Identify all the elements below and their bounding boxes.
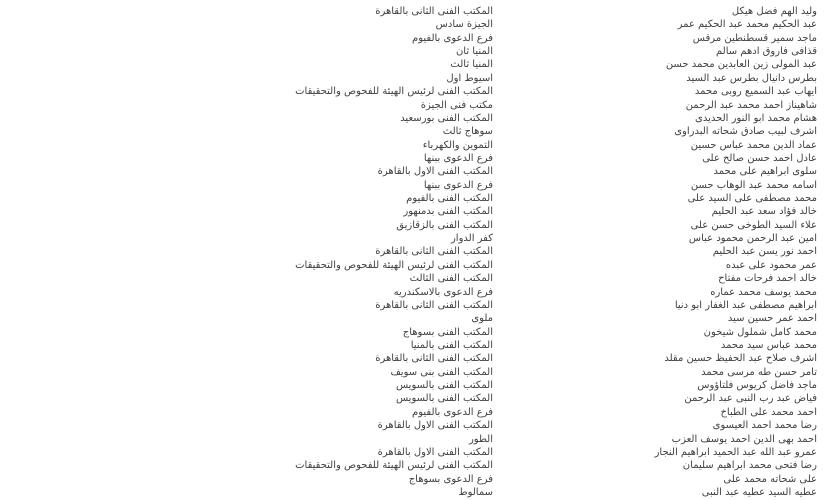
name-cell: علاء السيد الطوخى حسن على: [690, 219, 817, 231]
name-cell: هشام محمد ابو النور الحديدى: [695, 112, 817, 124]
office-cell: المكتب الفنى الاول بالقاهرة: [377, 420, 493, 432]
name-cell: محمد عباس سيد محمد: [720, 339, 817, 351]
office-cell: المكتب الفنى بورسعيد: [400, 112, 493, 124]
office-cell: المكتب الفنى بنى سويف: [390, 366, 493, 378]
name-cell: احمد عمر حسين سيد: [727, 313, 817, 325]
list-row: [0, 139, 825, 152]
list-row: [0, 406, 825, 419]
office-cell: كفر الدوار: [450, 233, 493, 245]
office-cell: التموين والكهرباء: [422, 139, 493, 151]
office-cell: المكتب الفنى الاول بالقاهرة: [377, 446, 493, 458]
office-cell: فرع الدعوى بسوهاج: [408, 473, 493, 485]
office-cell: المكتب الفنى بالزقازيق: [396, 219, 493, 231]
name-cell: خالد فؤاد سعد عبد الحليم: [711, 206, 817, 218]
name-cell: عمرو عبد الله عبد الحميد ابراهيم النجار: [654, 446, 817, 458]
office-cell: المكتب الفنى بالمنيا: [410, 339, 493, 351]
name-cell: ايهاب عبد السميع روبى محمد: [694, 86, 817, 98]
name-cell: فياض عبد رب النبى عبد الرحمن: [684, 393, 817, 405]
name-cell: عمر محمود على عبده: [725, 259, 817, 271]
list-row: [0, 392, 825, 405]
list-row: [0, 326, 825, 339]
name-cell: محمد كامل شملول شيخون: [703, 326, 817, 338]
list-row: [0, 486, 825, 499]
office-cell: المكتب الفنى الثالث: [409, 273, 493, 285]
list-row: [0, 99, 825, 112]
name-cell: عادل احمد حسن صالح على: [702, 152, 817, 164]
list-row: [0, 32, 825, 45]
list-row: [0, 433, 825, 446]
list-row: [0, 205, 825, 218]
list-row: [0, 72, 825, 85]
name-cell: سلوى ابراهيم على محمد: [713, 166, 817, 178]
name-cell: عطيه السيد عطيه عبد النبى: [701, 486, 817, 498]
office-cell: المكتب الفنى الاول بالقاهرة: [377, 166, 493, 178]
list-row: [0, 85, 825, 98]
list-row: [0, 379, 825, 392]
office-cell: المكتب الفنى الثانى بالقاهرة: [375, 353, 493, 365]
list-row: [0, 366, 825, 379]
name-cell: عبد المولى زين العابدين محمد حسن: [665, 59, 817, 71]
office-cell: المكتب الفنى لرئيس الهيئة للفحوص والتحقيقات: [295, 460, 493, 472]
office-cell: المنيا ثالث: [450, 59, 493, 71]
list-row: [0, 352, 825, 365]
list-row: [0, 286, 825, 299]
office-cell: الجيزة سادس: [435, 19, 493, 31]
list-row: [0, 152, 825, 165]
office-cell: المكتب الفنى بدمنهور: [403, 206, 493, 218]
office-cell: فرع الدعوى بالاسكندريه: [393, 286, 493, 298]
name-cell: اسامه محمد عبد الوهاب حسن: [690, 179, 817, 191]
office-cell: فرع الدعوى ببنها: [423, 152, 493, 164]
list-row: [0, 446, 825, 459]
list-row: [0, 459, 825, 472]
list-row: [0, 272, 825, 285]
name-cell: تامر حسن طه مرسى محمد: [701, 366, 817, 378]
list-row: [0, 58, 825, 71]
names-offices-list: [0, 5, 825, 499]
list-row: [0, 112, 825, 125]
name-cell: عبد الحكيم محمد عبد الحكيم عمر: [677, 19, 817, 31]
office-cell: المكتب الفنى بالفيوم: [406, 193, 493, 205]
list-row: [0, 125, 825, 138]
office-cell: سمالوط: [458, 486, 493, 498]
list-row: [0, 165, 825, 178]
list-row: [0, 192, 825, 205]
name-cell: احمد محمد على الطباخ: [720, 406, 817, 418]
office-cell: المكتب الفنى بالسويس: [395, 393, 493, 405]
name-cell: عماد الدين محمد عباس حسين: [690, 139, 817, 151]
name-cell: امين عبد الرحمن محمود عباس: [688, 233, 817, 245]
name-cell: اشرف صلاح عبد الحفيظ حسين مقلد: [664, 353, 817, 365]
name-cell: اشرف لبيب صادق شحاته البدراوى: [674, 126, 817, 138]
name-cell: احمد بهى الدين احمد يوسف العزب: [671, 433, 817, 445]
office-cell: الطور: [468, 433, 493, 445]
list-row: [0, 232, 825, 245]
list-row: [0, 245, 825, 258]
office-cell: المكتب الفنى الثانى بالقاهرة: [375, 6, 493, 17]
list-row: [0, 419, 825, 432]
office-cell: المكتب الفنى الثانى بالقاهرة: [375, 246, 493, 258]
list-row: [0, 5, 825, 18]
name-cell: خالد احمد فرحات مفتاح: [718, 273, 817, 285]
name-cell: محمد مصطفى على السيد على: [687, 193, 817, 205]
name-cell: وليد الهم فضل هيكل: [731, 6, 817, 17]
office-cell: اسيوط اول: [446, 72, 493, 84]
name-cell: رضا محمد احمد العيسوى: [712, 420, 817, 432]
office-cell: المنيا ثان: [455, 46, 493, 58]
office-cell: مكتب فنى الجيزة: [420, 99, 493, 111]
name-cell: شاهيناز احمد محمد عبد الرحمن: [685, 99, 817, 111]
list-row: [0, 299, 825, 312]
list-row: [0, 312, 825, 325]
list-row: [0, 473, 825, 486]
name-cell: احمد نور يسن عبد الحليم: [712, 246, 817, 258]
list-row: [0, 219, 825, 232]
office-cell: فرع الدعوى بالفيوم: [412, 32, 493, 44]
office-cell: فرع الدعوى ببنها: [423, 179, 493, 191]
office-cell: المكتب الفنى الثانى بالقاهرة: [375, 299, 493, 311]
list-row: [0, 259, 825, 272]
list-row: [0, 179, 825, 192]
name-cell: على شحاته محمد على: [723, 473, 817, 485]
list-row: [0, 45, 825, 58]
name-cell: ابراهيم مصطفى عبد الغفار ابو دنيا: [674, 299, 817, 311]
office-cell: المكتب الفنى لرئيس الهيئة للفحوص والتحقيقات: [295, 86, 493, 98]
office-cell: المكتب الفنى بالسويس: [395, 380, 493, 392]
office-cell: المكتب الفنى بسوهاج: [402, 326, 493, 338]
name-cell: رضا فتحى محمد ابراهيم سليمان: [682, 460, 817, 472]
office-cell: سوهاج ثالث: [442, 126, 493, 138]
name-cell: بطرس دانيال بطرس عبد السيد: [686, 72, 817, 84]
name-cell: قذافى فاروق ادهم سالم: [716, 46, 817, 58]
name-cell: ماجد سمير قسطنطين مرقس: [692, 32, 817, 44]
name-cell: محمد يوسف محمد عماره: [710, 286, 817, 298]
list-row: [0, 339, 825, 352]
office-cell: ملوى: [471, 313, 493, 325]
office-cell: المكتب الفنى لرئيس الهيئة للفحوص والتحقيقات: [295, 259, 493, 271]
name-cell: ماجد فاضل كريوس فلتاؤوس: [697, 380, 817, 392]
office-cell: فرع الدعوى بالفيوم: [412, 406, 493, 418]
list-row: [0, 18, 825, 31]
